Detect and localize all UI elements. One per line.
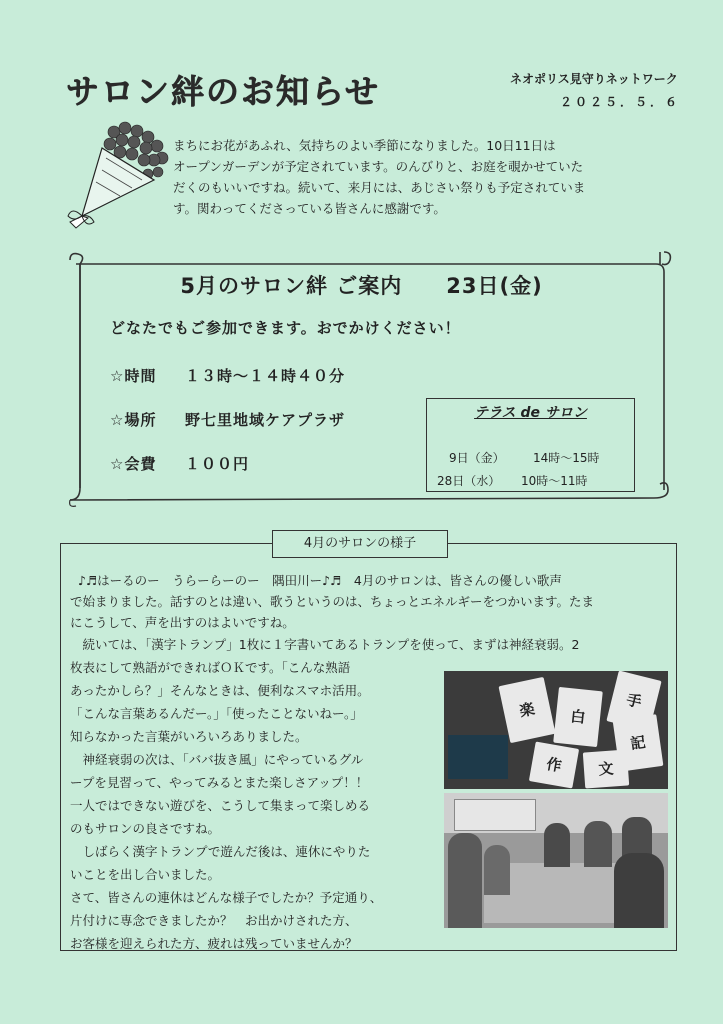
fee-row bbox=[110, 453, 249, 474]
report-line: のもサロンの良さですね。 bbox=[70, 821, 221, 836]
report-line: さて、皆さんの連休はどんな様子でしたか？予定通り、 bbox=[70, 890, 383, 905]
time-row bbox=[110, 365, 345, 386]
page-title: サロン絆のお知らせ bbox=[66, 72, 381, 111]
place-value: 野七里地域ケアプラザ bbox=[185, 411, 346, 429]
terrace-time: 14時～15時 bbox=[533, 451, 600, 465]
report-label: 4月のサロンの様子 bbox=[272, 530, 448, 558]
report-line: で始まりました。話すのとは違い、歌うというのは、ちょっとエネルギーをつかいます。たま bbox=[70, 594, 595, 609]
flower-bouquet-icon bbox=[62, 118, 172, 230]
kanji-card: 白 bbox=[553, 687, 603, 747]
terrace-row bbox=[437, 472, 588, 489]
announcement-subheading: どなたでもご参加できます。おでかけください！ bbox=[110, 319, 461, 337]
report-line: あったかしら？」そんなときは、便利なスマホ活用。 bbox=[70, 683, 370, 698]
time-label: ☆時間 bbox=[110, 367, 157, 385]
intro-line: だくのもいいですね。続いて、来月には、あじさい祭りも予定されていま bbox=[173, 180, 586, 195]
issue-date: ２０２５．５．６ bbox=[560, 95, 681, 109]
report-line: 神経衰弱の次は、「ババ抜き風」にやっているグル bbox=[70, 752, 364, 767]
fee-value: １００円 bbox=[185, 455, 250, 473]
report-line: 知らなかった言葉がいろいろありました。 bbox=[70, 729, 308, 744]
smartphone-shape bbox=[448, 735, 508, 779]
place-row bbox=[110, 409, 345, 430]
report-line: ープを見習って、やってみるとまた楽しさアップ！！ bbox=[70, 775, 369, 790]
organization-name: ネオポリス見守りネットワーク bbox=[510, 72, 678, 86]
group-playing-photo bbox=[444, 793, 668, 928]
place-label: ☆場所 bbox=[110, 411, 157, 429]
report-line: 片付けに専念できましたか？ お出かけされた方、 bbox=[70, 913, 358, 928]
report-line: 「こんな言葉あるんだー。」「使ったことないねー。」 bbox=[70, 706, 363, 721]
terrace-date: 28日（水） bbox=[437, 474, 501, 488]
intro-line: まちにお花があふれ、気持ちのよい季節になりました。10日11日は bbox=[173, 138, 556, 153]
terrace-salon-box bbox=[426, 398, 635, 492]
intro-line: す。関わってくださっている皆さんに感謝です。 bbox=[173, 201, 446, 216]
report-line: しばらく漢字トランプで遊んだ後は、連休にやりた bbox=[70, 844, 371, 859]
kanji-card: 楽 bbox=[498, 677, 555, 743]
terrace-row bbox=[449, 449, 600, 466]
intro-text bbox=[173, 135, 663, 219]
kanji-card: 記 bbox=[613, 714, 664, 772]
report-line: お客様を迎えられた方、疲れは残っていませんか？ bbox=[70, 936, 358, 951]
report-line: 続いては、「漢字トランプ」1枚に１字書いてあるトランプを使って、まずは神経衰弱。2 bbox=[70, 637, 580, 652]
terrace-title: テラス de サロン bbox=[474, 405, 587, 421]
report-line: 一人ではできない遊びを、こうして集まって楽しめる bbox=[70, 798, 371, 813]
terrace-time: 10時～11時 bbox=[521, 474, 588, 488]
kanji-card: 文 bbox=[583, 750, 629, 789]
report-line: にこうして、声を出すのはよいですね。 bbox=[70, 615, 295, 630]
kanji-cards-photo bbox=[444, 671, 668, 789]
report-line: いことを出し合いました。 bbox=[70, 867, 221, 882]
fee-label: ☆会費 bbox=[110, 455, 157, 473]
report-line: 枚表にして熟語ができればＯＫです。「こんな熟語 bbox=[70, 660, 351, 675]
intro-line: オープンガーデンが予定されています。のんびりと、お庭を覗かせていた bbox=[173, 159, 584, 174]
terrace-date: 9日（金） bbox=[449, 451, 505, 465]
announcement-heading: 5月のサロン絆 ご案内 23日(金) bbox=[180, 274, 543, 298]
report-line: ♪♬はーるのー うらーらーのー 隅田川ー♪♬ 4月のサロンは、皆さんの優しい歌声 bbox=[78, 573, 562, 588]
kanji-card: 手 bbox=[606, 671, 661, 732]
kanji-card: 作 bbox=[529, 741, 579, 788]
time-value: １３時～１４時４０分 bbox=[185, 367, 346, 385]
